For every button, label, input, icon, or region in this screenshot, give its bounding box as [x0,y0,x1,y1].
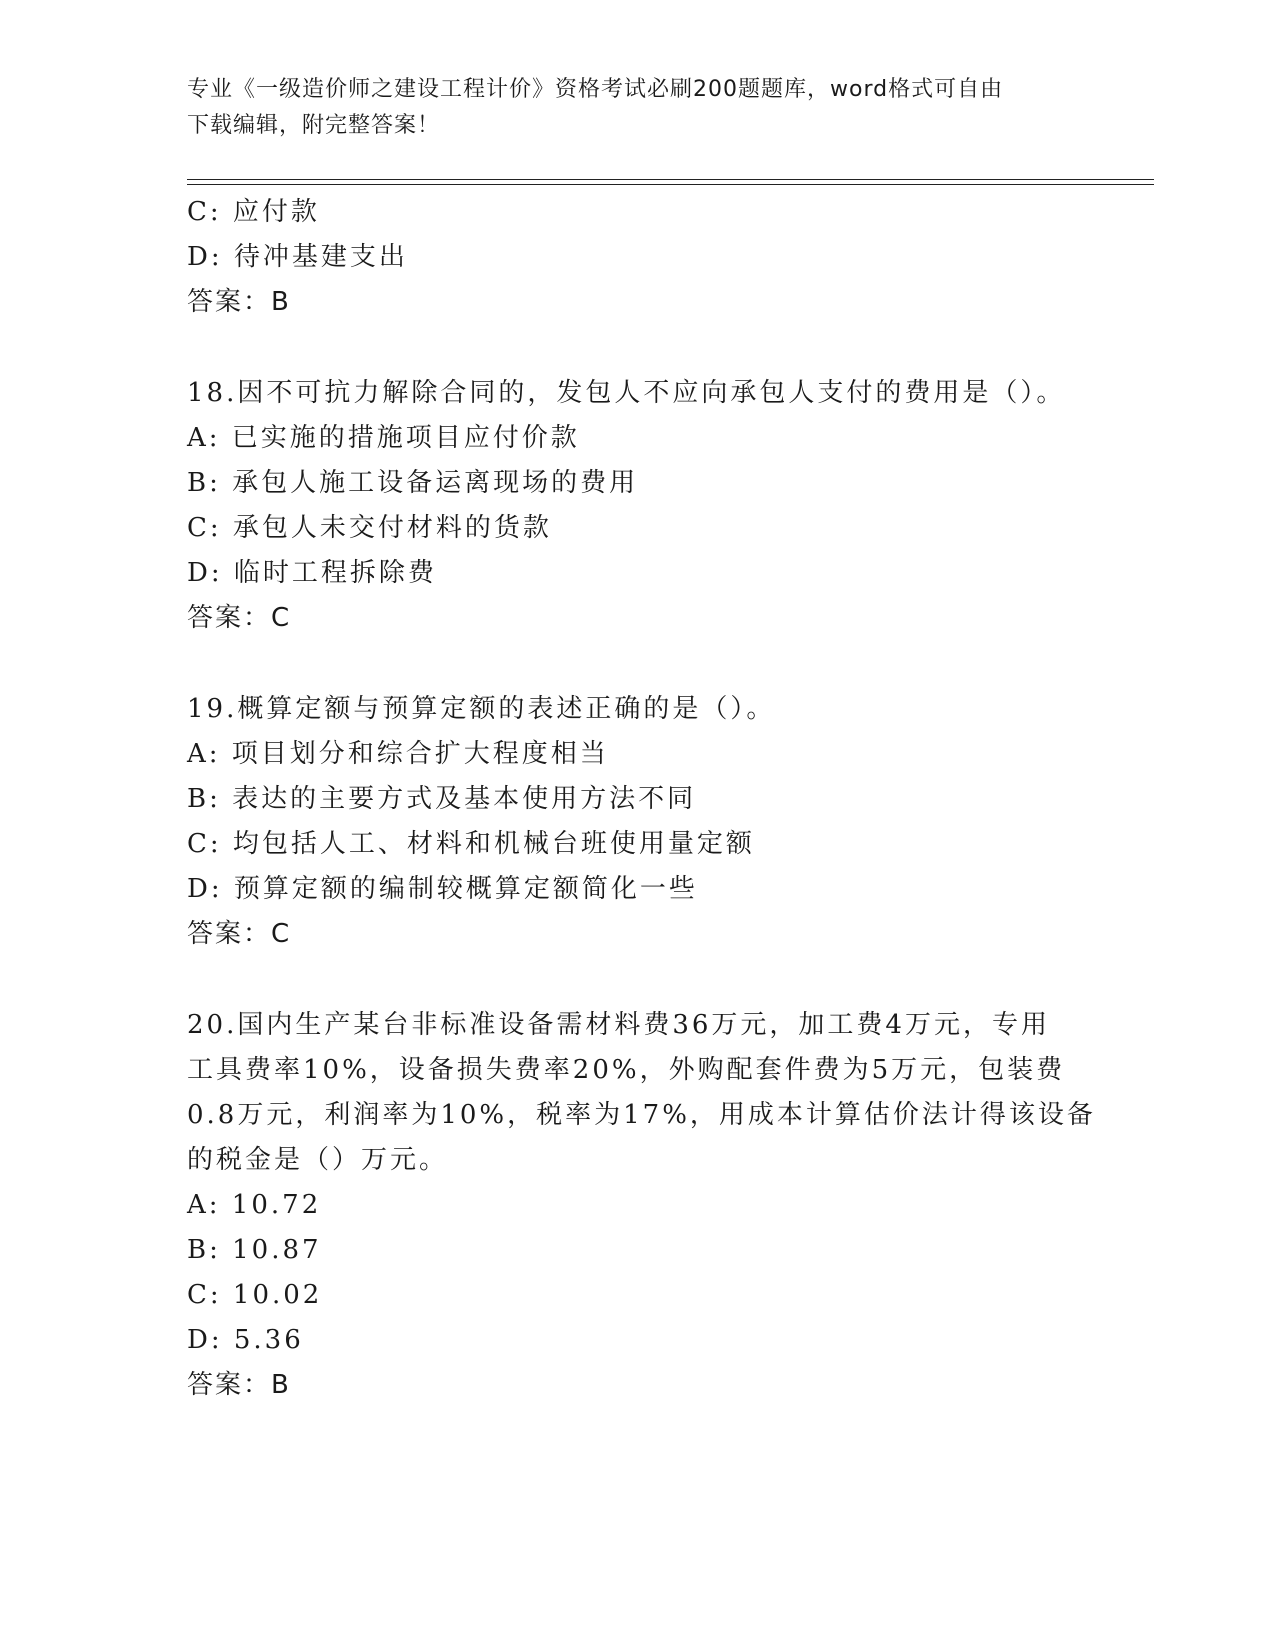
spacer [187,641,1087,687]
stem-line: 20.国内生产某台非标准设备需材料费36万元，加工费4万元，专用 [187,1010,1050,1040]
answer-line: 答案：C [187,603,292,633]
stem-line: 0.8万元，利润率为10%，税率为17%，用成本计算估价法计得该设备 [187,1100,1096,1130]
header-line-2: 下载编辑，附完整答案！ [187,113,441,138]
option-c: C: 均包括人工、材料和机械台班使用量定额 [187,829,755,859]
option-c: C: 10.02 [187,1280,323,1310]
stem-line: 的税金是（）万元。 [187,1145,449,1175]
option-a: A: 项目划分和综合扩大程度相当 [187,739,609,769]
option-d: D: 5.36 [187,1325,304,1355]
spacer [187,325,1087,371]
question-stem [187,371,1087,416]
option-b: B: 承包人施工设备运离现场的费用 [187,468,639,498]
header-line-1: 专业《一级造价师之建设工程计价》资格考试必刷200题题库，word格式可自由 [187,77,1004,102]
option-b: B: 表达的主要方式及基本使用方法不同 [187,784,697,814]
question-stem [187,1003,1096,1183]
question-content [187,190,1096,1408]
option-d: D: 预算定额的编制较概算定额简化一些 [187,874,698,904]
question-19 [187,687,1087,957]
option-a: A: 已实施的措施项目应付价款 [187,423,580,453]
stem-line: 18.因不可抗力解除合同的，发包人不应向承包人支付的费用是（）。 [187,378,1066,408]
option-c: C: 应付款 [187,197,320,227]
question-stem [187,687,1087,732]
header-divider-top [187,179,1154,180]
option-d: D: 待冲基建支出 [187,242,408,272]
previous-question-block [187,190,1087,325]
stem-line: 工具费率10%，设备损失费率20%，外购配套件费为5万元，包装费 [187,1055,1066,1085]
answer-line: 答案：C [187,919,292,949]
page-header [187,72,1067,144]
question-18 [187,371,1087,641]
answer-line: 答案：B [187,287,291,317]
option-d: D: 临时工程拆除费 [187,558,437,588]
option-c: C: 承包人未交付材料的货款 [187,513,552,543]
option-a: A: 10.72 [187,1190,322,1220]
option-b: B: 10.87 [187,1235,322,1265]
stem-line: 19.概算定额与预算定额的表述正确的是（）。 [187,694,776,724]
spacer [187,957,1087,1003]
question-20 [187,1003,1096,1408]
answer-line: 答案：B [187,1370,291,1400]
header-divider-bottom [187,184,1154,185]
